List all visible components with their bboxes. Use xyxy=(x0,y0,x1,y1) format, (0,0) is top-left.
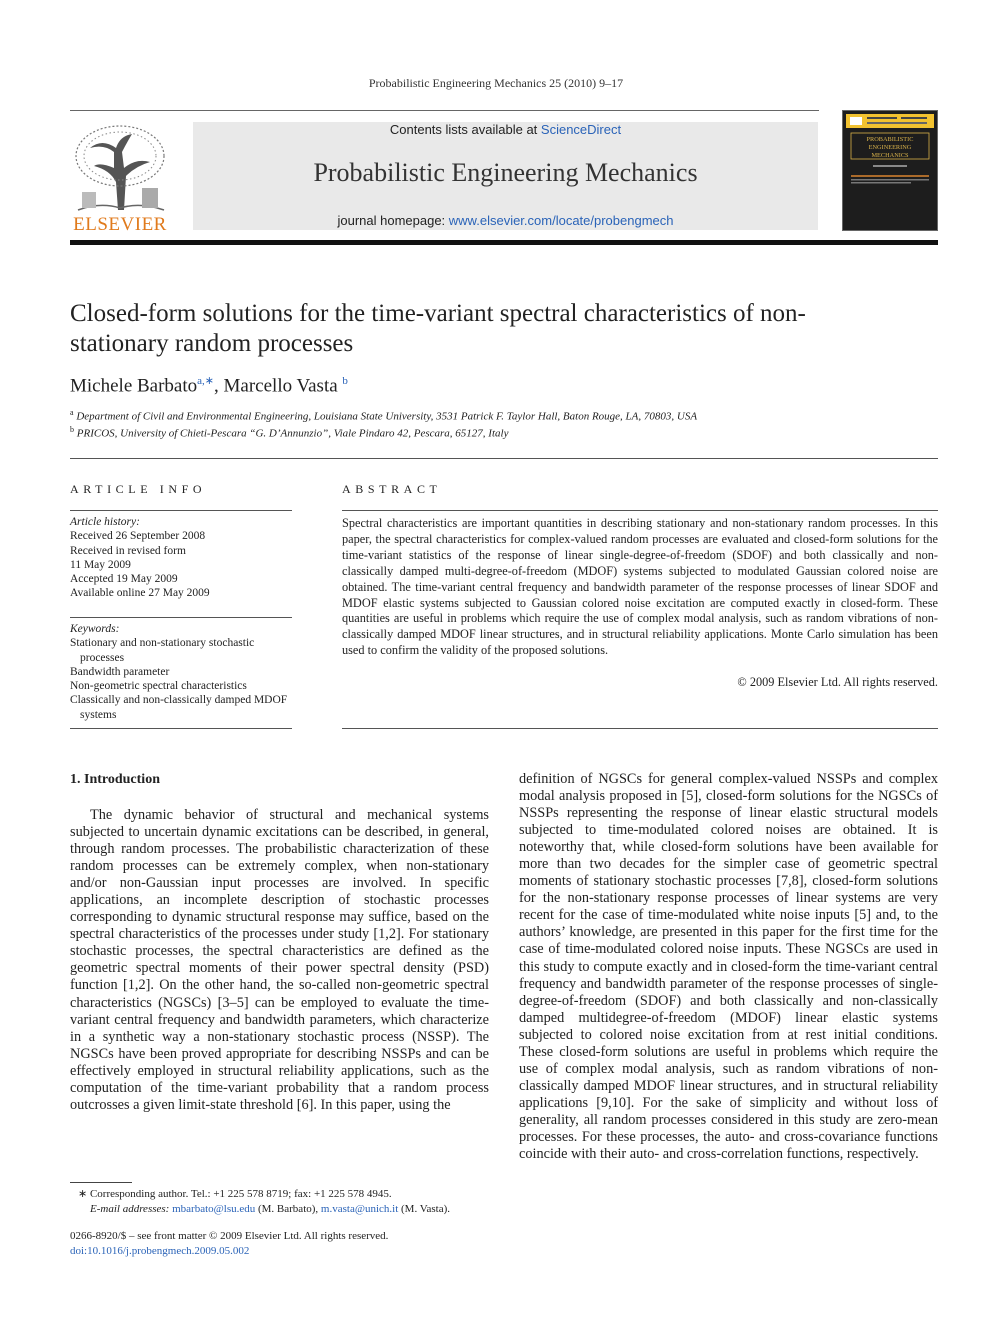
journal-cover-image xyxy=(843,111,937,230)
keywords-label: Keywords: xyxy=(70,623,120,635)
svg-text:PROBABILISTIC: PROBABILISTIC xyxy=(866,136,914,143)
contents-line xyxy=(193,122,818,137)
issn-line: 0266-8920/$ – see front matter © 2009 Elsevier Ltd. All rights reserved. xyxy=(70,1230,389,1242)
journal-homepage-link[interactable]: www.elsevier.com/locate/probengmech xyxy=(448,213,674,228)
email-label: E-mail addresses: xyxy=(90,1202,170,1215)
abstract-heading: ABSTRACT xyxy=(342,482,442,496)
affiliation-text: Department of Civil and Environmental Engineering, Louisiana State University, 3531 Patrick F. Taylor Hall, Baton Rouge, LA, 70803, USA xyxy=(76,410,698,423)
article-info-heading: ARTICLE INFO xyxy=(70,482,207,496)
history-item: Available online 27 May 2009 xyxy=(70,587,210,600)
section-rule xyxy=(70,458,938,459)
keyword: Classically and non-classically damped MDOF systems xyxy=(70,694,288,721)
running-head: Probabilistic Engineering Mechanics 25 (2010) 9–17 xyxy=(368,76,624,90)
keywords-rule xyxy=(70,617,292,618)
history-item: Accepted 19 May 2009 xyxy=(70,573,178,586)
elsevier-logo-text: ELSEVIER xyxy=(73,214,167,232)
author-sup[interactable]: a,∗ xyxy=(197,375,215,387)
author-separator: , xyxy=(214,375,224,397)
author-sup[interactable]: b xyxy=(342,375,348,387)
footnote-text: Corresponding author. Tel.: +1 225 578 8719; fax: +1 225 578 4945. xyxy=(89,1188,392,1200)
footnote-mark: ∗ xyxy=(78,1188,88,1200)
article-title: Closed-form solutions for the time-variant spectral characteristics of non-stationary random processes xyxy=(70,300,806,357)
keyword: Stationary and non-stationary stochastic processes xyxy=(70,637,255,664)
journal-title: Probabilistic Engineering Mechanics xyxy=(313,158,698,187)
affiliation-mark: b xyxy=(70,425,74,434)
homepage-line xyxy=(193,213,818,228)
abstract-rule xyxy=(342,510,938,511)
front-matter xyxy=(70,1229,388,1258)
abstract-text: Spectral characteristics are important quantities in describing stationary and non-stationary random processes. In this paper, the spectral characteristics for complex-valued random processes are evaluated and closed-form solutions for the time-variant statistics of the response of linear single-degree-of-freedom (SDOF) and both classically and non-classically damped multi-degree-of-freedom (MDOF) systems subjected to modulated Gaussian colored noise are obtained. The time-variant central frequency and bandwidth parameter of the response processes of linear SDOF and MDOF elastic systems subjected to Gaussian colored noise excitation are computed exactly in closed-form. These quantities are useful in problems which require the use of complex modal analysis, such as random vibrations of non-classically damped MDOF linear structures, and in structural reliability applications. Monte Carlo simulation has been used to confirm the validity of the proposed solutions. xyxy=(342,516,938,658)
email-owner: (M. Barbato), xyxy=(255,1202,321,1215)
keyword: Bandwidth parameter xyxy=(70,665,170,678)
introduction-heading: 1. Introduction xyxy=(70,772,160,787)
author-name[interactable]: Marcello Vasta xyxy=(223,375,338,397)
elsevier-tree-icon xyxy=(70,122,170,232)
email-link-vasta[interactable]: m.vasta@unich.it xyxy=(320,1202,399,1215)
contents-prefix: Contents lists available at xyxy=(389,122,541,137)
history-item: Received in revised form xyxy=(70,544,186,557)
intro-column-left: The dynamic behavior of structural and mechanical systems subjected to uncertain dynamic excitations can be described, in general, through random processes. The probabilistic characterization of these random processes can be extremely complex, when non-stationary and/or non-Gaussian input processes are involved. In specific applications, an incomplete description of stochastic processes corresponding to dynamic structural response may suffice, based on the spectral characteristics of the processes under study [1,2]. For stationary stochastic processes, the spectral characteristics are defined as the geometric spectral moments of their power spectral density (PSD) function [1,2]. On the other hand, the so-called non-geometric spectral characteristics (NGSCs) [3–5] can be employed to evaluate the time-variant central frequency and bandwidth parameters, which characterize in a synthetic way a non-stationary stochastic process (NSSP). The NGSCs have been proved appropriate for describing NSSPs and can be effectively employed in structural reliability applications, such as the computation of the time-variant probability that a random process outcrosses a given limit-state threshold [6]. In this paper, using the xyxy=(70,807,489,1113)
email-link-barbato[interactable]: mbarbato@lsu.edu xyxy=(172,1202,256,1215)
history-label: Article history: xyxy=(70,516,140,528)
keywords xyxy=(70,622,292,722)
doi-link[interactable]: doi:10.1016/j.probengmech.2009.05.002 xyxy=(70,1244,250,1257)
homepage-prefix: journal homepage: xyxy=(337,213,449,228)
keyword: Non-geometric spectral characteristics xyxy=(70,680,247,693)
header-rule xyxy=(70,110,819,111)
footnote-rule xyxy=(70,1182,132,1183)
sciencedirect-link[interactable]: ScienceDirect xyxy=(540,122,622,137)
svg-text:ENGINEERING: ENGINEERING xyxy=(868,144,912,151)
email-owner: (M. Vasta). xyxy=(398,1202,450,1215)
affiliation-mark: a xyxy=(70,408,74,417)
header-thick-rule xyxy=(70,240,938,245)
affiliation-b xyxy=(70,425,930,440)
keywords-end-rule xyxy=(70,728,292,729)
history-item: Received 26 September 2008 xyxy=(70,530,206,543)
abstract-copyright: © 2009 Elsevier Ltd. All rights reserved. xyxy=(737,675,938,689)
history-item: 11 May 2009 xyxy=(70,558,131,571)
author-list xyxy=(70,374,348,397)
affiliation-a xyxy=(70,408,930,423)
corresponding-author-footnote xyxy=(70,1187,490,1216)
author-name[interactable]: Michele Barbato xyxy=(70,375,198,397)
abstract-end-rule xyxy=(342,728,938,729)
article-info-rule xyxy=(70,510,292,511)
journal-cover xyxy=(842,110,938,231)
intro-column-right: definition of NGSCs for general complex-valued NSSPs and complex modal analysis proposed in [5], closed-form solutions for the NGSCs of NSSPs representing the response of linear elastic structural models subjected to time-modulated colored noises are obtained. It is noteworthy that, while closed-form solutions have been available for more than two decades for the simpler case of geometric spectral moments of stationary stochastic processes [7,8], closed-form solutions for the non-stationary response processes of linear systems are very recent for the case of time-modulated white noise inputs [5] and, to the authors’ knowledge, are presented in this paper for the first time for the case of time-modulated colored noise inputs. These NGSCs are used in this study to compute exactly and in closed-form the time-variant central frequency and bandwidth parameter of the response processes of single-degree-of-freedom (SDOF) and both classically and non-classically damped multidegree-of-freedom (MDOF) linear elastic systems subjected to colored noise excitation from at rest initial conditions. These closed-form solutions are useful in problems which require the use of complex modal analysis, such as random vibrations of non-classically damped MDOF linear structures, and in structural reliability applications [9,10]. For the sake of simplicity and without loss of generality, all random processes considered in this study are zero-mean processes. For these processes, the auto- and cross-covariance functions coincide with their auto- and cross-correlation functions, respectively. xyxy=(519,771,938,1163)
elsevier-logo xyxy=(70,122,170,232)
svg-text:MECHANICS: MECHANICS xyxy=(871,152,909,159)
article-history xyxy=(70,515,292,601)
affiliation-text: PRICOS, University of Chieti-Pescara “G. D’Annunzio”, Viale Pindaro 42, Pescara, 65127, Italy xyxy=(76,427,509,440)
